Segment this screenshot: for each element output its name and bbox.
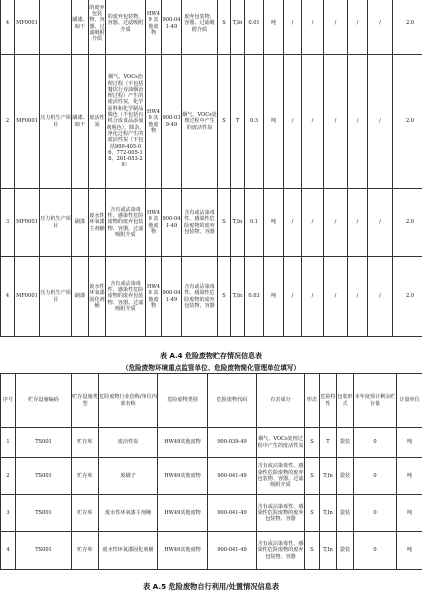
row-number: 4 (1, 532, 16, 570)
hazard-property: T (231, 55, 245, 189)
column-header: 包装形式 (337, 374, 354, 428)
annual-amount: 0.03 (245, 257, 264, 337)
waste-code: 900-039-49 (208, 428, 257, 458)
column-header: 危险废物代码 (208, 374, 257, 428)
waste-category: HW49其他废物 (158, 532, 208, 570)
process-name: 刷漆、晾干 (72, 0, 89, 55)
waste-name: 废刷子 (99, 458, 158, 495)
waste-name: 废水性环氧漆主剂桶 (89, 189, 106, 257)
waste-code: 900-041-49 (162, 0, 182, 55)
table-header-row (1, 374, 422, 428)
waste-name: 废水性环氧漆主剂桶 (99, 495, 158, 532)
waste-code: 900-041-49 (208, 532, 257, 570)
cell-slash: / (368, 257, 393, 337)
project-name: 压力机生产项目 (40, 55, 72, 189)
physical-state: S (218, 189, 231, 257)
row-number: 1 (1, 428, 16, 458)
unit: 吨 (264, 189, 284, 257)
waste-category: HW49其他废物 (158, 428, 208, 458)
waste-name: 的废弃包装物、容器、过滤吸附介质 (89, 0, 106, 55)
table-a4-subcaption: （危险废物环境重点监管单位、危险废物简化管理单位填写） (121, 364, 301, 372)
process-name: 刷漆 (72, 189, 89, 257)
unit: 吨 (397, 428, 422, 458)
waste-description: 含有或沾染毒性、感染性危险废物的废弃包装物、容器、过滤吸附介质 (106, 189, 146, 257)
unit: 吨 (397, 458, 422, 495)
waste-code: 900-041-49 (162, 257, 182, 337)
physical-state: S (305, 428, 320, 458)
hazardous-component: 烟气、VOCs处理过程中产生的废活性炭 (257, 428, 305, 458)
hazardous-component: 含有或沾染毒性、感染性危险废物的废弃包装物、容器 (257, 495, 305, 532)
hazardous-component: 含有或沾染毒性、感染性危险废物的废弃包装物、容器 (182, 189, 218, 257)
table-row (1, 495, 422, 532)
remaining-storage: 0 (354, 428, 397, 458)
physical-state: S (305, 495, 320, 532)
row-number: 2 (1, 458, 16, 495)
unit: 吨 (264, 0, 284, 55)
cell-slash: / (348, 0, 368, 55)
value-cell: 2.0 (393, 55, 422, 189)
annual-amount: 0.01 (245, 0, 264, 55)
hazardous-component: 烟气、VOCs处理过程中产生的废活性炭 (182, 55, 218, 189)
unit: 吨 (397, 532, 422, 570)
facility-type: 贮存库 (72, 495, 99, 532)
hazard-property: T,In (231, 257, 245, 337)
hazardous-component: 含有或沾染毒性、感染性危险废物的废弃包装物、容器、过滤吸附介质 (257, 458, 305, 495)
waste-name: 废水性环氧漆固化剂桶 (99, 532, 158, 570)
waste-code: 900-039-49 (162, 55, 182, 189)
column-header: 序号 (1, 374, 16, 428)
waste-name: 废活性炭 (99, 428, 158, 458)
facility-code: TS001 (16, 495, 72, 532)
hazardous-component: 含有或沾染毒性、感染性危险废物的废弃包装物、容器 (182, 257, 218, 337)
packaging: 袋装 (337, 428, 354, 458)
remaining-storage: 0 (354, 532, 397, 570)
cell-slash: / (302, 0, 324, 55)
value-cell: 2.0 (393, 189, 422, 257)
unit: 吨 (397, 495, 422, 532)
value-cell: 2.0 (393, 257, 422, 337)
row-number: 4 (1, 0, 15, 55)
packaging: 袋装 (337, 495, 354, 532)
waste-name: 废水性环氧漆固化剂桶 (89, 257, 106, 337)
cell-slash: / (324, 55, 348, 189)
waste-category: HW49 其他废物 (146, 257, 162, 337)
facility-code: TS001 (16, 532, 72, 570)
cell-slash: / (368, 55, 393, 189)
row-number: 4 (1, 257, 15, 337)
hazardous-waste-storage-table (0, 373, 422, 570)
column-header: 危险特性 (320, 374, 337, 428)
waste-category: HW49其他废物 (158, 495, 208, 532)
cell-slash: / (284, 189, 302, 257)
process-name: 刷漆 (72, 257, 89, 337)
cell-slash: / (368, 189, 393, 257)
remaining-storage: 0 (354, 458, 397, 495)
waste-code: 900-041-49 (208, 495, 257, 532)
cell-slash: / (348, 257, 368, 337)
hazard-property: T (320, 428, 337, 458)
annual-amount: 0.1 (245, 189, 264, 257)
physical-state: S (218, 0, 231, 55)
column-header: 贮存设施编码 (16, 374, 72, 428)
table-a4-caption: 表 A.4 危险废物贮存情况信息表 (160, 352, 262, 360)
cell-slash: / (348, 55, 368, 189)
facility-code: MF0001 (15, 55, 40, 189)
row-number: 3 (1, 495, 16, 532)
facility-code: MF0001 (15, 257, 40, 337)
hazardous-component: 含有或沾染毒性、感染性危险废物的废弃包装物、容器 (257, 532, 305, 570)
unit: 吨 (264, 55, 284, 189)
physical-state: S (305, 458, 320, 495)
physical-state: S (218, 257, 231, 337)
physical-state: S (305, 532, 320, 570)
table-row (1, 0, 422, 55)
cell-slash: / (324, 189, 348, 257)
cell-slash: / (302, 55, 324, 189)
table-row (1, 428, 422, 458)
table-a5-caption: 表 A.5 危险废物自行利用/处置情况信息表 (142, 582, 280, 591)
cell-slash: / (302, 257, 324, 337)
hazard-property: T,In (320, 458, 337, 495)
column-header: 危险废物行业俗称/单位内部名称 (99, 374, 158, 428)
column-header: 危险废物类别 (158, 374, 208, 428)
table-row (1, 458, 422, 495)
row-number: 3 (1, 189, 15, 257)
project-name (40, 0, 72, 55)
waste-code: 900-041-49 (162, 189, 182, 257)
cell-slash: / (284, 257, 302, 337)
facility-type: 贮存库 (72, 428, 99, 458)
facility-code: TS001 (16, 428, 72, 458)
project-name: 压力机生产项目 (40, 257, 72, 337)
waste-category: HW49 其他废物 (146, 189, 162, 257)
table-row (1, 257, 422, 337)
hazard-property: T,In (320, 532, 337, 570)
table-row (1, 55, 422, 189)
annual-amount: 0.3 (245, 55, 264, 189)
table-row (1, 532, 422, 570)
hazard-property: T,In (320, 495, 337, 532)
value-cell: 2.0 (393, 0, 422, 55)
facility-type: 贮存库 (72, 532, 99, 570)
column-header: 形态 (305, 374, 320, 428)
row-number: 2 (1, 55, 15, 189)
remaining-storage: 0 (354, 495, 397, 532)
cell-slash: / (368, 0, 393, 55)
packaging: 袋装 (337, 532, 354, 570)
cell-slash: / (324, 257, 348, 337)
packaging: 袋装 (337, 458, 354, 495)
cell-slash: / (284, 0, 302, 55)
waste-description: 的废弃包装物、容器、过滤吸附介质 (106, 0, 146, 55)
table-row (1, 189, 422, 257)
waste-code: 900-041-49 (208, 458, 257, 495)
unit: 吨 (264, 257, 284, 337)
column-header: 本年度预计剩余贮存量 (354, 374, 397, 428)
physical-state: S (218, 55, 231, 189)
waste-description: 含有或沾染毒性、感染性危险废物的废弃包装物、容器、过滤吸附介质 (106, 257, 146, 337)
cell-slash: / (284, 55, 302, 189)
hazard-property: T,In (231, 0, 245, 55)
cell-slash: / (348, 189, 368, 257)
cell-slash: / (302, 189, 324, 257)
facility-code: MF0001 (15, 0, 40, 55)
waste-category: HW49 其他废物 (146, 55, 162, 189)
process-name: 刷漆、晾干 (72, 55, 89, 189)
cell-slash: / (324, 0, 348, 55)
hazardous-component: 废弃包装物、容器、过滤吸附介质 (182, 0, 218, 55)
column-header: 贮存设施类型 (72, 374, 99, 428)
column-header: 计量单位 (397, 374, 422, 428)
facility-code: MF0001 (15, 189, 40, 257)
waste-category: HW49其他废物 (158, 458, 208, 495)
facility-type: 贮存库 (72, 458, 99, 495)
facility-code: TS001 (16, 458, 72, 495)
project-name: 压力机生产项目 (40, 189, 72, 257)
column-header: 有害成分 (257, 374, 305, 428)
waste-name: 废活性炭 (89, 55, 106, 189)
hazard-property: T,In (231, 189, 245, 257)
waste-description: 烟气、VOCs治理过程（不包括餐饮行业油烟治理过程）产生的废活性炭，化学原料和化学制品脱色（不包括有机合成食品添加剂脱色）、除杂、净化过程产生的废活性炭（不包括900-405-06、772-005-18、261-053-29） (106, 55, 146, 189)
waste-category: HW49 其他废物 (146, 0, 162, 55)
